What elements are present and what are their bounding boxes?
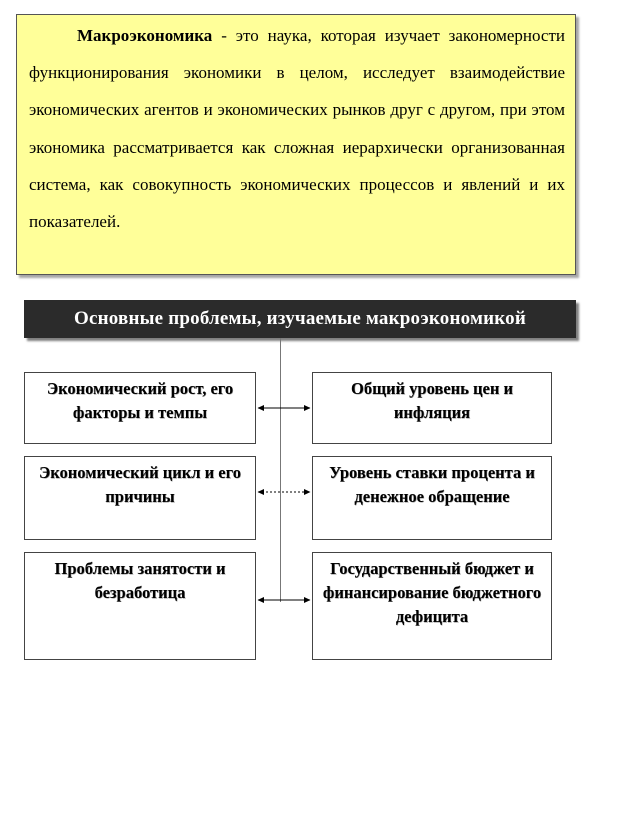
problem-inflation: Общий уровень цен и инфляция bbox=[312, 372, 552, 444]
problem-business-cycle: Экономический цикл и его причины bbox=[24, 456, 256, 540]
diagram-title: Основные проблемы, изучаемые макроэкономикой bbox=[24, 300, 576, 338]
problem-interest-rate: Уровень ставки процента и денежное обращение bbox=[312, 456, 552, 540]
definition-text: - это наука, которая изучает закономерности функционирования экономики в целом, исследует взаимодействие экономических агентов и экономических рынков друг с другом, при этом экономика рассматривается как сложная иерархически организованная система, как совокупность экономических процессов и явлений и их показателей. bbox=[29, 26, 565, 232]
problem-state-budget: Государственный бюджет и финансирование бюджетного дефицита bbox=[312, 552, 552, 660]
problem-economic-growth: Экономический рост, его факторы и темпы bbox=[24, 372, 256, 444]
problem-unemployment: Проблемы занятости и безработица bbox=[24, 552, 256, 660]
definition-term: Макроэкономика bbox=[77, 26, 213, 45]
